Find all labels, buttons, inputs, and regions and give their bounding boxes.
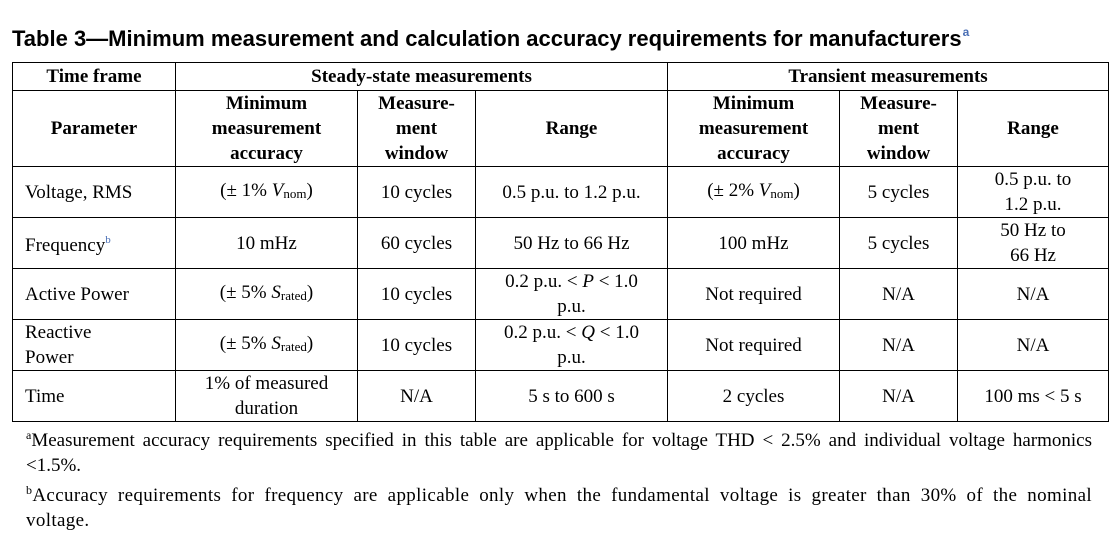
header-row-columns <box>13 91 1109 167</box>
cell-tr-accuracy: Not required <box>668 320 840 371</box>
cell-ss-accuracy: 10 mHz <box>176 218 358 269</box>
table-footnotes <box>26 423 1092 533</box>
cell-tr-window: 5 cycles <box>840 218 958 269</box>
cell-parameter: Active Power <box>13 269 176 320</box>
header-tr-window: Measure- ment window <box>840 91 958 167</box>
cell-tr-window: N/A <box>840 371 958 422</box>
table-row-frequency <box>13 218 1109 269</box>
cell-tr-window: N/A <box>840 269 958 320</box>
footnote-a: $^a$Measurement accuracy requirements specified in this table are applicable for voltage THD < 2.5% and individual voltage harmonics <1.5%. <box>26 428 1092 476</box>
cell-ss-window: 10 cycles <box>358 320 476 371</box>
cell-tr-window: 5 cycles <box>840 167 958 218</box>
cell-ss-window: 10 cycles <box>358 269 476 320</box>
cell-tr-range: N/A <box>958 320 1109 371</box>
cell-parameter: Time <box>13 371 176 422</box>
header-steady-state: Steady-state measurements <box>176 63 668 91</box>
header-tr-min-accuracy: Minimum measurement accuracy <box>668 91 840 167</box>
header-ss-window: Measure- ment window <box>358 91 476 167</box>
cell-parameter: Voltage, RMS <box>13 167 176 218</box>
cell-ss-range: 0.2 p.u. < Q < 1.0 p.u. <box>476 320 668 371</box>
header-tr-range: Range <box>958 91 1109 167</box>
accuracy-requirements-table <box>12 62 1109 422</box>
header-transient: Transient measurements <box>668 63 1109 91</box>
header-parameter: Parameter <box>13 91 176 167</box>
cell-tr-accuracy: (± 2% Vnom) <box>668 167 840 218</box>
cell-tr-range: N/A <box>958 269 1109 320</box>
cell-tr-range: 0.5 p.u. to 1.2 p.u. <box>958 167 1109 218</box>
footnote-b: $^b$Accuracy requirements for frequency are applicable only when the fundamental voltage is greater than 30% of the nominal voltage. <box>26 483 1092 531</box>
header-ss-min-accuracy: Minimum measurement accuracy <box>176 91 358 167</box>
cell-ss-range: 50 Hz to 66 Hz <box>476 218 668 269</box>
cell-ss-range: 0.5 p.u. to 1.2 p.u. <box>476 167 668 218</box>
cell-ss-window: 10 cycles <box>358 167 476 218</box>
header-time-frame: Time frame <box>13 63 176 91</box>
table-caption <box>12 18 969 53</box>
table-row-reactive-power <box>13 320 1109 371</box>
header-ss-range: Range <box>476 91 668 167</box>
cell-ss-range: 0.2 p.u. < P < 1.0 p.u. <box>476 269 668 320</box>
cell-tr-range: 50 Hz to 66 Hz <box>958 218 1109 269</box>
cell-ss-accuracy: (± 1% Vnom) <box>176 167 358 218</box>
table-row-voltage <box>13 167 1109 218</box>
caption-footnote-mark[interactable]: a <box>962 25 970 39</box>
cell-parameter: Frequency$^b$ <box>13 218 176 269</box>
cell-ss-range: 5 s to 600 s <box>476 371 668 422</box>
cell-ss-window: N/A <box>358 371 476 422</box>
table-row-active-power <box>13 269 1109 320</box>
cell-tr-window: N/A <box>840 320 958 371</box>
table-row-time <box>13 371 1109 422</box>
cell-tr-accuracy: 100 mHz <box>668 218 840 269</box>
caption-text: Table 3—Minimum measurement and calculation accuracy requirements for manufacturers <box>12 26 962 51</box>
cell-ss-accuracy: 1% of measured duration <box>176 371 358 422</box>
header-row-time-frame <box>13 63 1109 91</box>
cell-parameter: Reactive Power <box>13 320 176 371</box>
cell-tr-range: 100 ms < 5 s <box>958 371 1109 422</box>
frequency-footnote-mark[interactable]: b <box>105 234 111 246</box>
cell-ss-accuracy: (± 5% Srated) <box>176 269 358 320</box>
cell-ss-window: 60 cycles <box>358 218 476 269</box>
cell-ss-accuracy: (± 5% Srated) <box>176 320 358 371</box>
cell-tr-accuracy: Not required <box>668 269 840 320</box>
cell-tr-accuracy: 2 cycles <box>668 371 840 422</box>
